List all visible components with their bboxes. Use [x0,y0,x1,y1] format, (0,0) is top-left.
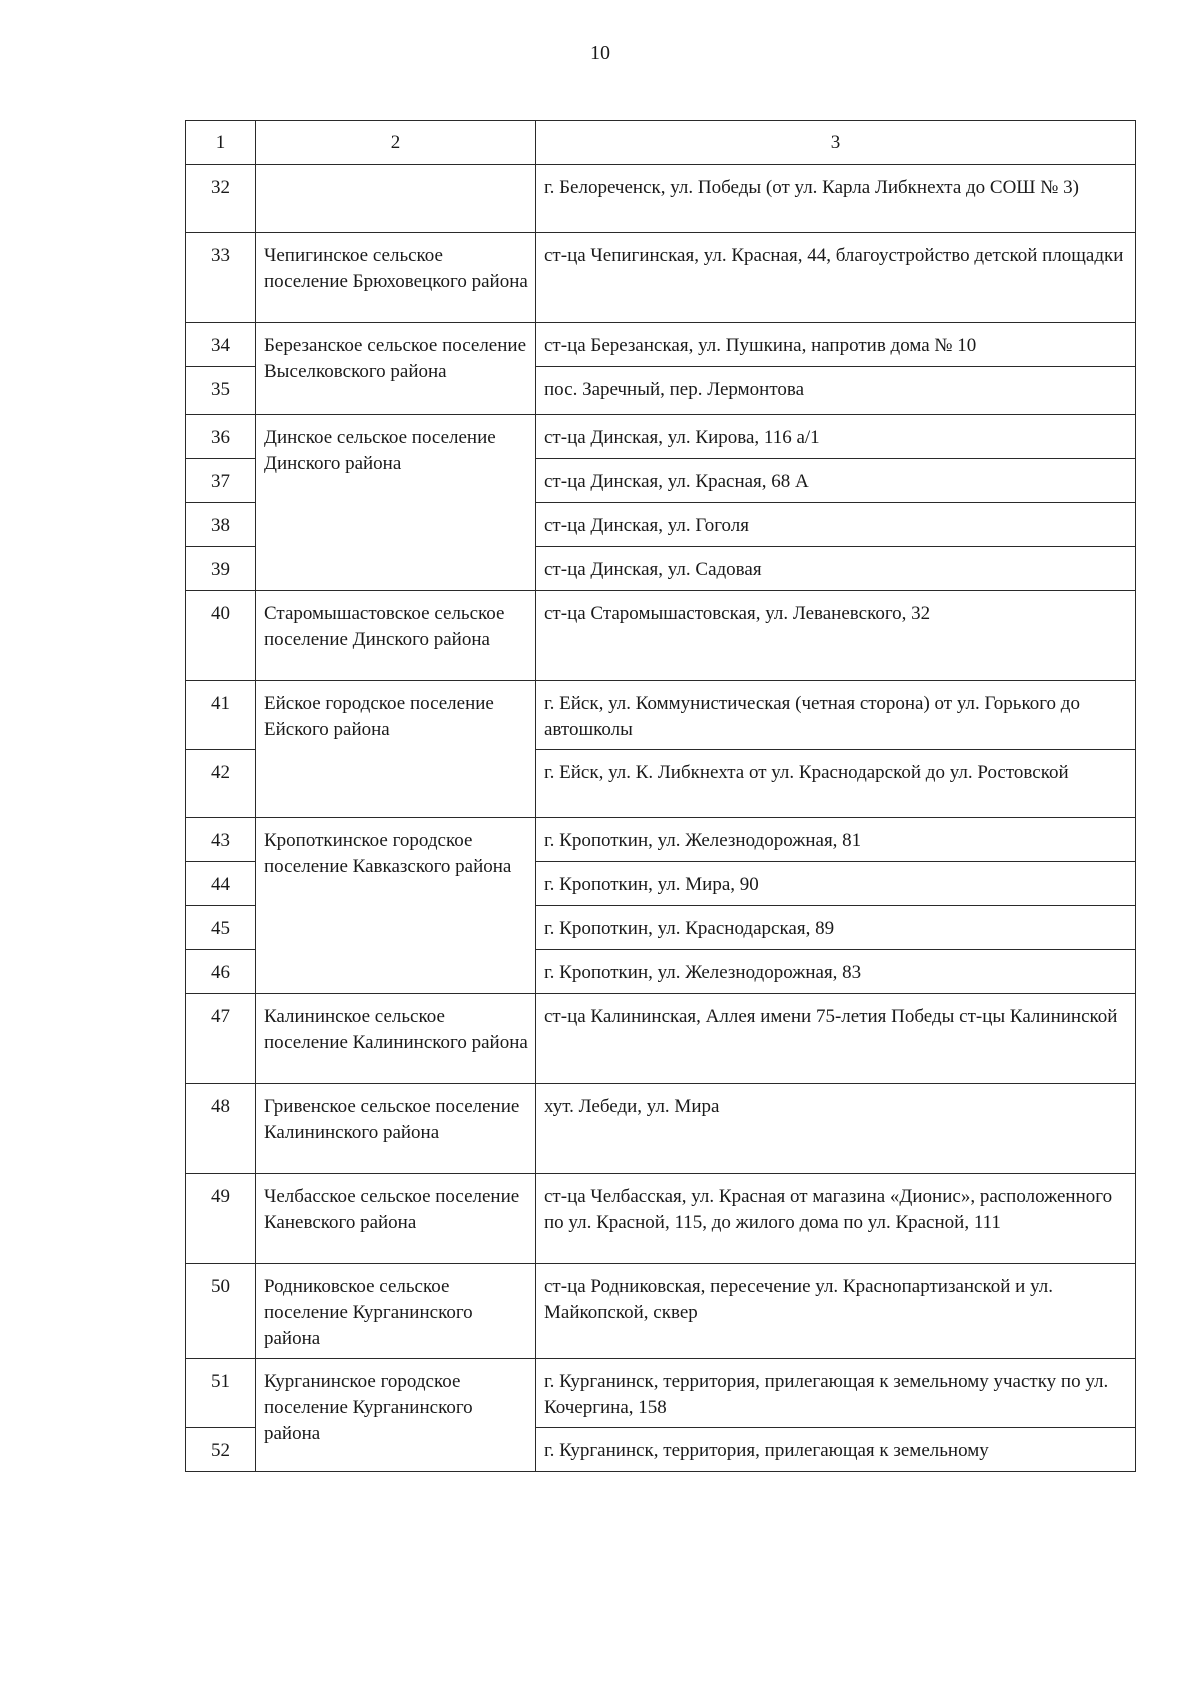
address-cell: ст-ца Динская, ул. Красная, 68 А [536,459,1136,503]
settlement-cell: Гривенское сельское поселение Калининского района [256,1084,536,1174]
settlement-cell: Родниковское сельское поселение Курганинского района [256,1264,536,1359]
address-cell: ст-ца Родниковская, пересечение ул. Краснопартизанской и ул. Майкопской, сквер [536,1264,1136,1359]
settlement-cell: Калининское сельское поселение Калининского района [256,994,536,1084]
settlement-cell: Динское сельское поселение Динского района [256,415,536,591]
address-cell: г. Кропоткин, ул. Мира, 90 [536,862,1136,906]
address-cell: ст-ца Чепигинская, ул. Красная, 44, благоустройство детской площадки [536,233,1136,323]
row-number: 35 [186,367,256,415]
address-cell: ст-ца Старомышастовская, ул. Леваневского, 32 [536,591,1136,681]
address-cell: г. Кропоткин, ул. Краснодарская, 89 [536,906,1136,950]
row-number: 48 [186,1084,256,1174]
settlement-cell: Ейское городское поселение Ейского района [256,681,536,818]
table-row [186,1359,1136,1428]
address-cell: ст-ца Челбасская, ул. Красная от магазина «Дионис», расположенного по ул. Красной, 115, до жилого дома по ул. Красной, 111 [536,1174,1136,1264]
table-header-row [186,121,1136,165]
table-row [186,323,1136,367]
address-cell: г. Кропоткин, ул. Железнодорожная, 81 [536,818,1136,862]
header-col-1: 1 [186,121,256,165]
address-cell: г. Курганинск, территория, прилегающая к земельному [536,1428,1136,1472]
header-col-2: 2 [256,121,536,165]
row-number: 34 [186,323,256,367]
table-row [186,994,1136,1084]
table-row [186,233,1136,323]
row-number: 42 [186,750,256,818]
settlement-cell: Старомышастовское сельское поселение Динского района [256,591,536,681]
row-number: 51 [186,1359,256,1428]
address-cell: г. Ейск, ул. К. Либкнехта от ул. Краснодарской до ул. Ростовской [536,750,1136,818]
row-number: 37 [186,459,256,503]
address-cell: г. Белореченск, ул. Победы (от ул. Карла Либкнехта до СОШ № 3) [536,165,1136,233]
address-cell: хут. Лебеди, ул. Мира [536,1084,1136,1174]
settlement-cell: Курганинское городское поселение Курганинского района [256,1359,536,1472]
address-cell: ст-ца Динская, ул. Гоголя [536,503,1136,547]
address-cell: ст-ца Калининская, Аллея имени 75-летия Победы ст-цы Калининской [536,994,1136,1084]
row-number: 36 [186,415,256,459]
row-number: 47 [186,994,256,1084]
settlement-cell: Челбасское сельское поселение Каневского района [256,1174,536,1264]
row-number: 46 [186,950,256,994]
header-col-3: 3 [536,121,1136,165]
row-number: 45 [186,906,256,950]
settlement-cell: Березанское сельское поселение Выселковского района [256,323,536,415]
settlements-table [185,120,1136,1472]
address-cell: пос. Заречный, пер. Лермонтова [536,367,1136,415]
table-row [186,415,1136,459]
row-number: 40 [186,591,256,681]
row-number: 39 [186,547,256,591]
address-cell: г. Курганинск, территория, прилегающая к земельному участку по ул. Кочергина, 158 [536,1359,1136,1428]
table-row [186,1264,1136,1359]
row-number: 32 [186,165,256,233]
table-row [186,1174,1136,1264]
row-number: 50 [186,1264,256,1359]
table-row [186,1084,1136,1174]
row-number: 33 [186,233,256,323]
row-number: 43 [186,818,256,862]
table-row [186,591,1136,681]
address-cell: г. Ейск, ул. Коммунистическая (четная сторона) от ул. Горького до автошколы [536,681,1136,750]
address-cell: г. Кропоткин, ул. Железнодорожная, 83 [536,950,1136,994]
table-row [186,165,1136,233]
settlement-cell: Чепигинское сельское поселение Брюховецкого района [256,233,536,323]
settlement-cell [256,165,536,233]
table-row [186,818,1136,862]
row-number: 38 [186,503,256,547]
row-number: 44 [186,862,256,906]
settlement-cell: Кропоткинское городское поселение Кавказского района [256,818,536,994]
address-cell: ст-ца Березанская, ул. Пушкина, напротив дома № 10 [536,323,1136,367]
row-number: 49 [186,1174,256,1264]
row-number: 41 [186,681,256,750]
page-number: 10 [590,42,610,64]
address-cell: ст-ца Динская, ул. Кирова, 116 а/1 [536,415,1136,459]
row-number: 52 [186,1428,256,1472]
address-cell: ст-ца Динская, ул. Садовая [536,547,1136,591]
table-row [186,681,1136,750]
